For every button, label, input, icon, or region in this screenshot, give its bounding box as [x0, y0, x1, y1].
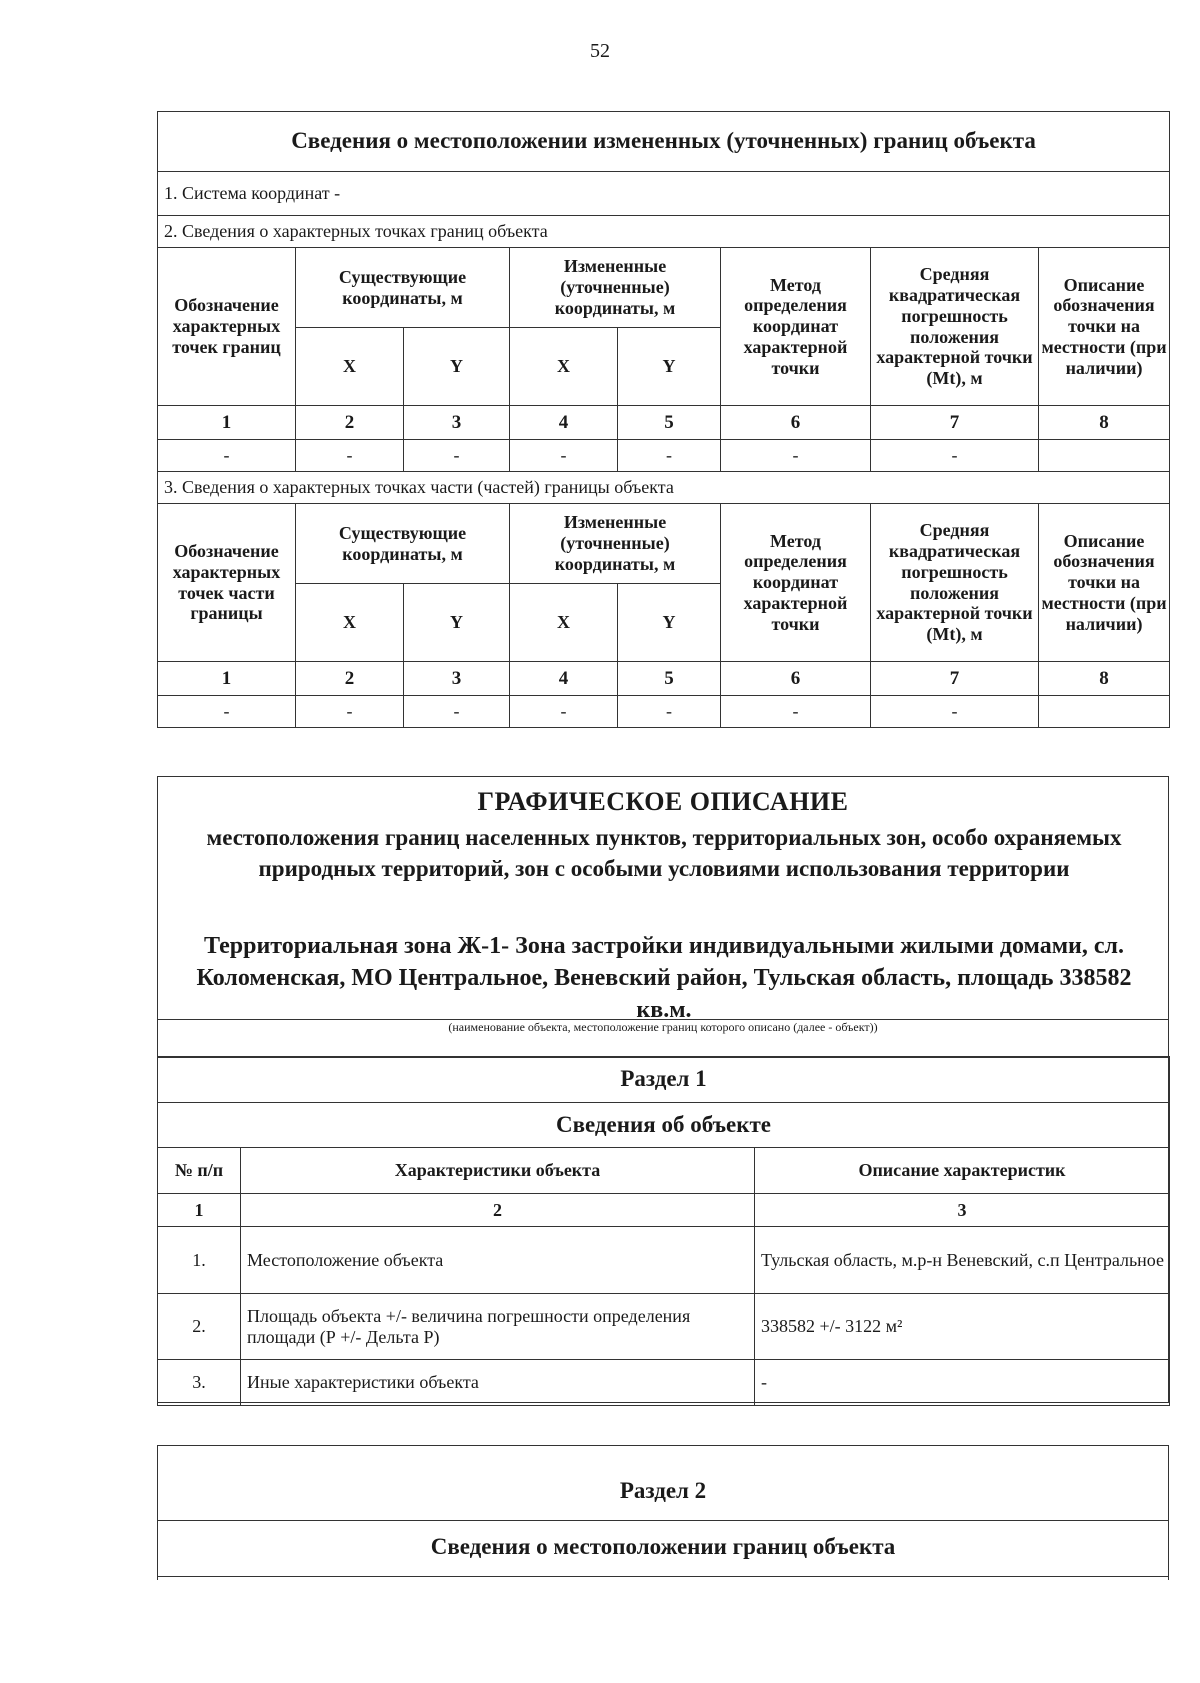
col-number: 6 [721, 406, 871, 440]
header-error: Средняя квадратическая погрешность положения характерной точки (Mt), м [871, 248, 1039, 406]
section1-title: Раздел 1 [158, 1057, 1170, 1103]
row-number: 2. [158, 1294, 241, 1360]
header-x: X [510, 584, 618, 662]
col-number: 6 [721, 662, 871, 696]
col-number: 4 [510, 662, 618, 696]
header-row-number: № п/п [158, 1148, 241, 1194]
coord-system-label: 1. Система координат - [158, 172, 1170, 216]
col-number: 8 [1039, 662, 1170, 696]
section2-title: Раздел 2 [619, 1478, 707, 1503]
table-cell: - [510, 696, 618, 728]
col-number: 1 [158, 406, 296, 440]
section1-subtitle: Сведения об объекте [158, 1103, 1170, 1148]
table-cell: - [296, 440, 404, 472]
row-description: 338582 +/- 3122 м² [755, 1294, 1170, 1360]
header-characteristics-description: Описание характеристик [755, 1148, 1170, 1194]
graphic-description-subtitle: местоположения границ населенных пунктов, территориальных зон, особо охраняемых природных территорий, зон с особыми условиями использования территории [206, 825, 1122, 881]
divider [158, 1576, 1168, 1577]
table-cell: - [404, 696, 510, 728]
header-description: Описание обозначения точки на местности (при наличии) [1039, 248, 1170, 406]
table-cell: - [721, 696, 871, 728]
table-cell: - [296, 696, 404, 728]
table-cell: - [404, 440, 510, 472]
header-changed-coords: Измененные (уточненные) координаты, м [510, 248, 721, 328]
row-number: 1. [158, 1227, 241, 1294]
row-characteristic: Местоположение объекта [241, 1227, 755, 1294]
points-section-label: 2. Сведения о характерных точках границ объекта [158, 216, 1170, 248]
header-y: Y [618, 584, 721, 662]
header-y: Y [404, 328, 510, 406]
col-number: 4 [510, 406, 618, 440]
table-cell: - [721, 440, 871, 472]
header-changed-coords: Измененные (уточненные) координаты, м [510, 504, 721, 584]
header-method: Метод определения координат характерной точки [721, 248, 871, 406]
header-existing-coords: Существующие координаты, м [296, 248, 510, 328]
header-point-designation: Обозначение характерных точек границ [158, 248, 296, 406]
table-cell: - [618, 696, 721, 728]
section2-box [157, 1445, 1169, 1580]
table-cell [1039, 696, 1170, 728]
table-row [158, 1227, 1170, 1294]
header-y: Y [404, 584, 510, 662]
col-number: 3 [404, 406, 510, 440]
changed-boundaries-table [157, 111, 1170, 728]
col-number: 7 [871, 662, 1039, 696]
header-method: Метод определения координат характерной точки [721, 504, 871, 662]
row-description: Тульская область, м.р-н Веневский, с.п Центральное [755, 1227, 1170, 1294]
col-number: 3 [755, 1194, 1170, 1227]
object-name-caption: (наименование объекта, местоположение границ которого описано (далее - объект)) [448, 1020, 878, 1034]
header-existing-coords: Существующие координаты, м [296, 504, 510, 584]
col-number: 7 [871, 406, 1039, 440]
header-error: Средняя квадратическая погрешность положения характерной точки (Mt), м [871, 504, 1039, 662]
row-characteristic: Площадь объекта +/- величина погрешности определения площади (Р +/- Дельта Р) [241, 1294, 755, 1360]
divider [158, 1520, 1168, 1521]
col-number: 1 [158, 1194, 241, 1227]
table-cell: - [158, 440, 296, 472]
header-x: X [296, 328, 404, 406]
col-number: 2 [241, 1194, 755, 1227]
header-characteristics: Характеристики объекта [241, 1148, 755, 1194]
table-cell [1039, 440, 1170, 472]
table-row [158, 1294, 1170, 1360]
table-cell: - [510, 440, 618, 472]
header-x: X [296, 584, 404, 662]
col-number: 2 [296, 662, 404, 696]
part-points-section-label: 3. Сведения о характерных точках части (частей) границы объекта [158, 472, 1170, 504]
row-characteristic: Иные характеристики объекта [241, 1360, 755, 1406]
table-cell: - [618, 440, 721, 472]
col-number: 3 [404, 662, 510, 696]
header-part-point-designation: Обозначение характерных точек части границы [158, 504, 296, 662]
table-cell: - [871, 696, 1039, 728]
col-number: 2 [296, 406, 404, 440]
object-name: Территориальная зона Ж-1- Зона застройки индивидуальными жилыми домами, сл. Коломенская, МО Центральное, Веневский район, Тульская область, площадь 338582 кв.м. [196, 933, 1132, 1023]
col-number: 1 [158, 662, 296, 696]
changed-boundaries-title: Сведения о местоположении измененных (уточненных) границ объекта [158, 112, 1170, 172]
header-description: Описание обозначения точки на местности (при наличии) [1039, 504, 1170, 662]
graphic-description-title: ГРАФИЧЕСКОЕ ОПИСАНИЕ [477, 787, 849, 816]
row-number: 3. [158, 1360, 241, 1406]
col-number: 8 [1039, 406, 1170, 440]
page-number: 52 [590, 40, 610, 62]
header-y: Y [618, 328, 721, 406]
section2-subtitle: Сведения о местоположении границ объекта [430, 1534, 896, 1559]
section1-table [157, 1056, 1170, 1406]
col-number: 5 [618, 406, 721, 440]
header-x: X [510, 328, 618, 406]
col-number: 5 [618, 662, 721, 696]
row-description: - [755, 1360, 1170, 1406]
table-row [158, 1360, 1170, 1406]
table-cell: - [158, 696, 296, 728]
table-cell: - [871, 440, 1039, 472]
